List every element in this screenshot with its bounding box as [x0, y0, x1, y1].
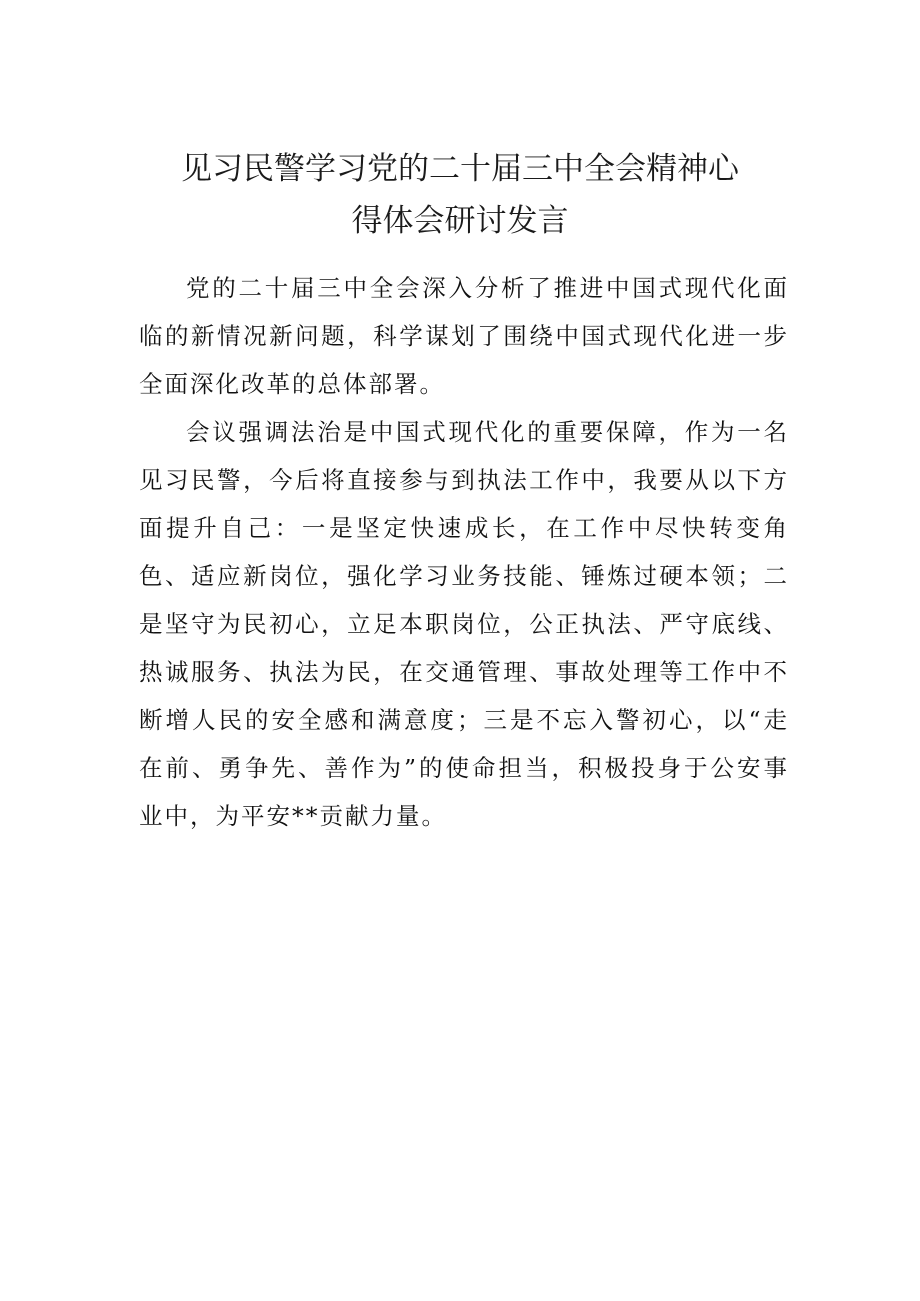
document-body — [139, 264, 789, 840]
title-line-2: 得体会研讨发言 — [351, 203, 569, 239]
title-line-1: 见习民警学习党的二十届三中全会精神心 — [181, 151, 739, 187]
document-title — [120, 143, 800, 247]
paragraph-1: 党的二十届三中全会深入分析了推进中国式现代化面临的新情况新问题，科学谋划了围绕中国式现代化进一步全面深化改革的总体部署。 — [139, 274, 789, 398]
paragraph-2: 会议强调法治是中国式现代化的重要保障，作为一名见习民警，今后将直接参与到执法工作中，我要从以下方面提升自己：一是坚定快速成长，在工作中尽快转变角色、适应新岗位，强化学习业务技能、锤炼过硬本领；二是坚守为民初心，立足本职岗位，公正执法、严守底线、热诚服务、执法为民，在交通管理、事故处理等工作中不断增人民的安全感和满意度；三是不忘入警初心，以“走在前、勇争先、善作为”的使命担当，积极投身于公安事业中，为平安**贡献力量。 — [139, 418, 789, 830]
